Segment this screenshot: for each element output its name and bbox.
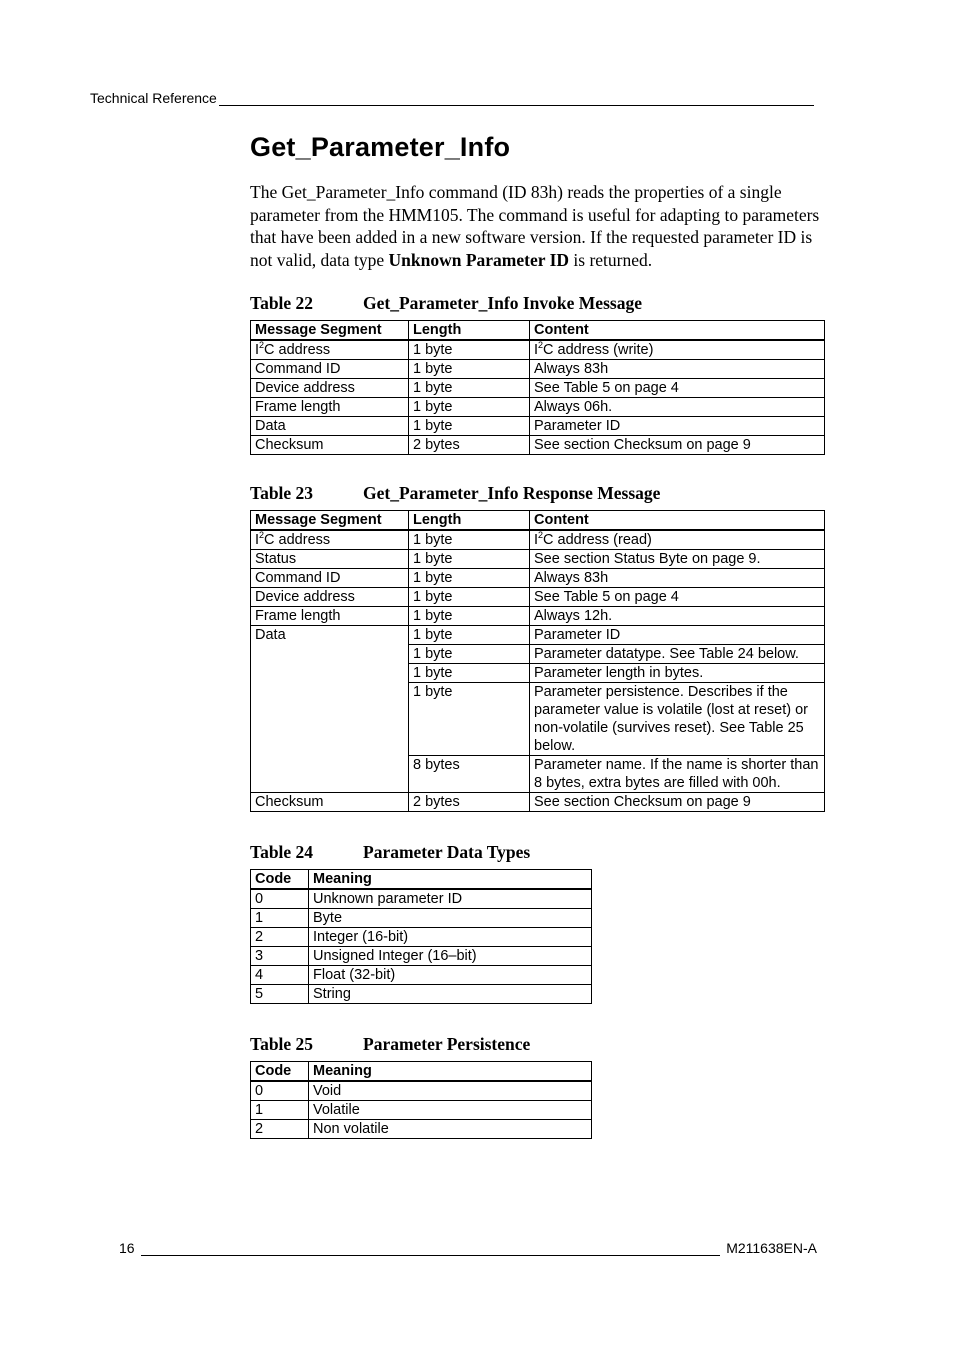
table-cell: Byte — [309, 909, 592, 928]
table-cell: Parameter ID — [530, 626, 825, 645]
table-cell: 1 byte — [409, 398, 530, 417]
spacer — [250, 812, 824, 842]
table-row — [251, 398, 825, 417]
table-cell: 1 byte — [409, 417, 530, 436]
table-cell: 5 — [251, 985, 309, 1004]
table23-caption — [250, 483, 824, 504]
table-cell: Non volatile — [309, 1120, 592, 1139]
header-cell: Message Segment — [251, 511, 409, 531]
table-row — [251, 607, 825, 626]
table-header-row — [251, 870, 592, 890]
table-cell: Parameter length in bytes. — [530, 664, 825, 683]
table-cell: 0 — [251, 1081, 309, 1101]
table24-number: Table 24 — [250, 842, 314, 862]
table-row — [251, 966, 592, 985]
table-cell: $I^2C$ address (write) — [530, 340, 825, 360]
table-row — [251, 909, 592, 928]
header-cell: Length — [409, 321, 530, 341]
table-row — [251, 530, 825, 550]
table22-title: Get_Parameter_Info Invoke Message — [363, 293, 642, 313]
table-cell: 1 byte — [409, 530, 530, 550]
table-cell: See section Checksum on page 9 — [530, 793, 825, 812]
table-cell: 0 — [251, 889, 309, 909]
table-row — [251, 1120, 592, 1139]
table25-number: Table 25 — [250, 1034, 314, 1054]
table-row — [251, 947, 592, 966]
header-cell: Code — [251, 870, 309, 890]
table23-number: Table 23 — [250, 483, 314, 503]
table-cell: Device address — [251, 588, 409, 607]
table22-caption — [250, 293, 824, 314]
intro-text-1: The Get_Parameter_Info command (ID 83h) reads the properties of a single parameter from the HMM105. The command is useful for adapting to parameters that have been added in a new software version. If the requested parameter ID is not valid, data type — [250, 182, 820, 270]
spacer — [250, 1004, 824, 1034]
table-row — [251, 626, 825, 645]
table22-number: Table 22 — [250, 293, 314, 313]
table-cell: 1 byte — [409, 379, 530, 398]
table-cell: Status — [251, 550, 409, 569]
table-header-row — [251, 511, 825, 531]
table-cell: 4 — [251, 966, 309, 985]
table-cell: Volatile — [309, 1101, 592, 1120]
table-cell: Unsigned Integer (16–bit) — [309, 947, 592, 966]
table-row — [251, 550, 825, 569]
table-cell: Always 83h — [530, 360, 825, 379]
table-row — [251, 360, 825, 379]
table-cell: See section Checksum on page 9 — [530, 436, 825, 455]
table-cell: Parameter persistence. Describes if the parameter value is volatile (lost at reset) or non-volatile (survives reset). See Table 25 below. — [530, 683, 825, 756]
table-cell: Unknown parameter ID — [309, 889, 592, 909]
table-cell: 1 byte — [409, 360, 530, 379]
intro-paragraph — [250, 181, 824, 271]
header-cell: Length — [409, 511, 530, 531]
table-row — [251, 436, 825, 455]
table-row — [251, 340, 825, 360]
table-cell: Data — [251, 417, 409, 436]
table-cell: 1 byte — [409, 550, 530, 569]
superscript: 2 — [259, 530, 265, 540]
table-row — [251, 793, 825, 812]
document-id: M211638EN-A — [726, 1240, 817, 1256]
table-cell: Void — [309, 1081, 592, 1101]
table-cell: Always 12h. — [530, 607, 825, 626]
table-cell: 1 byte — [409, 664, 530, 683]
table-cell: 2 — [251, 928, 309, 947]
table-cell: See Table 5 on page 4 — [530, 588, 825, 607]
table-cell: 1 byte — [409, 626, 530, 645]
table-cell: Always 06h. — [530, 398, 825, 417]
table-cell: 1 byte — [409, 340, 530, 360]
table-row — [251, 1101, 592, 1120]
table-row — [251, 928, 592, 947]
superscript: 2 — [538, 530, 544, 540]
table-cell: 1 byte — [409, 588, 530, 607]
table24-caption — [250, 842, 824, 863]
header-rule — [219, 93, 814, 106]
table-cell: Checksum — [251, 793, 409, 812]
page-footer — [119, 1240, 817, 1256]
table-row — [251, 588, 825, 607]
table-cell: See Table 5 on page 4 — [530, 379, 825, 398]
page-number: 16 — [119, 1240, 135, 1256]
table-cell: String — [309, 985, 592, 1004]
table-row — [251, 379, 825, 398]
table-row — [251, 569, 825, 588]
table-cell: Command ID — [251, 569, 409, 588]
table-cell: 1 — [251, 1101, 309, 1120]
header-cell: Message Segment — [251, 321, 409, 341]
superscript: 2 — [259, 340, 265, 350]
table-cell: $I^2C$ address — [251, 340, 409, 360]
table23-title: Get_Parameter_Info Response Message — [363, 483, 661, 503]
header-cell: Content — [530, 321, 825, 341]
table-cell: 2 — [251, 1120, 309, 1139]
page-title: Get_Parameter_Info — [250, 132, 511, 162]
header-cell: Code — [251, 1062, 309, 1082]
table-cell: Device address — [251, 379, 409, 398]
table-cell: $I^2C$ address (read) — [530, 530, 825, 550]
table-cell: 1 byte — [409, 683, 530, 756]
table25 — [250, 1061, 592, 1139]
intro-bold: Unknown Parameter ID — [388, 249, 570, 270]
table-cell: 8 bytes — [409, 756, 530, 793]
table-row — [251, 1081, 592, 1101]
table-cell: Frame length — [251, 607, 409, 626]
table-row — [251, 417, 825, 436]
table-cell: Float (32-bit) — [309, 966, 592, 985]
table-cell: 1 byte — [409, 607, 530, 626]
table25-caption — [250, 1034, 824, 1055]
table-row — [251, 985, 592, 1004]
table-cell: 1 — [251, 909, 309, 928]
table-cell: Frame length — [251, 398, 409, 417]
table23 — [250, 510, 825, 812]
table22 — [250, 320, 825, 455]
table-cell: Integer (16-bit) — [309, 928, 592, 947]
header-cell: Meaning — [309, 1062, 592, 1082]
table-cell: Always 83h — [530, 569, 825, 588]
table-cell: 3 — [251, 947, 309, 966]
table-cell: Parameter datatype. See Table 24 below. — [530, 645, 825, 664]
header-cell: Meaning — [309, 870, 592, 890]
table-row — [251, 889, 592, 909]
table-cell: Data — [251, 626, 409, 793]
superscript: 2 — [538, 340, 544, 350]
page-content — [250, 132, 824, 1139]
table-cell: 1 byte — [409, 645, 530, 664]
footer-rule — [141, 1243, 721, 1256]
table-cell: 2 bytes — [409, 436, 530, 455]
intro-text-2: is returned. — [569, 249, 653, 270]
table-cell: See section Status Byte on page 9. — [530, 550, 825, 569]
header-cell: Content — [530, 511, 825, 531]
table-cell: Command ID — [251, 360, 409, 379]
table24-title: Parameter Data Types — [363, 842, 531, 862]
header-text: Technical Reference — [90, 90, 217, 106]
spacer — [250, 455, 824, 483]
table-cell: 1 byte — [409, 569, 530, 588]
table-cell: Checksum — [251, 436, 409, 455]
table-cell: $I^2C$ address — [251, 530, 409, 550]
table24 — [250, 869, 592, 1004]
page-header — [90, 90, 814, 106]
table-header-row — [251, 321, 825, 341]
table-cell: Parameter name. If the name is shorter than 8 bytes, extra bytes are filled with 00h. — [530, 756, 825, 793]
table-header-row — [251, 1062, 592, 1082]
table25-title: Parameter Persistence — [363, 1034, 531, 1054]
table-cell: 2 bytes — [409, 793, 530, 812]
table-cell: Parameter ID — [530, 417, 825, 436]
